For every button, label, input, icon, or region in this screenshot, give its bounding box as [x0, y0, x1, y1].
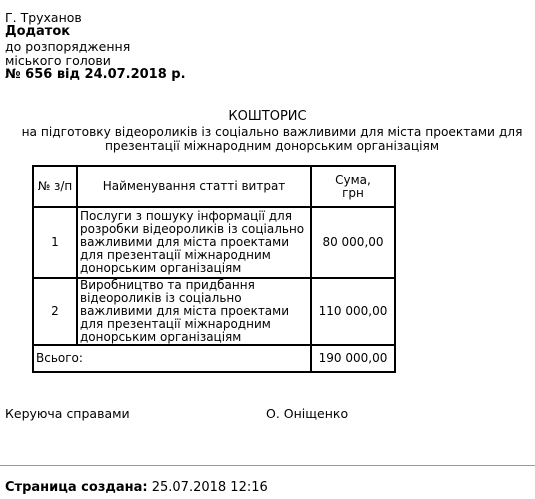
- total-sum: 190 000,00: [311, 345, 395, 372]
- row-sum: 80 000,00: [311, 207, 395, 278]
- page-created: [5, 480, 268, 495]
- header-name: Найменування статті витрат: [77, 166, 311, 207]
- header-order-line: до розпорядження: [5, 39, 131, 54]
- document-subtitle: на підготовку відеороликів із соціально важливими для міста проектами для презентації міжнародним донорським організаціям: [21, 125, 523, 153]
- row-sum: 110 000,00: [311, 278, 395, 345]
- table-row: [33, 207, 395, 278]
- page-created-label: Страница создана:: [5, 480, 148, 495]
- header-appendix: Додаток: [5, 24, 71, 39]
- document-title: КОШТОРИС: [228, 109, 307, 124]
- table-header-row: [33, 166, 395, 207]
- row-num: 2: [33, 278, 77, 345]
- signature-name: О. Оніщенко: [266, 406, 349, 421]
- table-total-row: [33, 345, 395, 372]
- header-mayor-line: міського голови: [5, 53, 111, 68]
- page-created-value: 25.07.2018 12:16: [151, 480, 268, 495]
- row-name: Послуги з пошуку інформації для розробки відеороликів із соціально важливими для міста проектами для презентації міжнародним донорським організаціям: [77, 207, 311, 278]
- footer-divider: [0, 465, 535, 466]
- total-label: Всього:: [33, 345, 311, 372]
- table-row: [33, 278, 395, 345]
- estimate-table: [32, 165, 396, 373]
- header-order-number: № 656 від 24.07.2018 р.: [5, 67, 186, 82]
- signature-role: Керуюча справами: [5, 406, 130, 421]
- row-num: 1: [33, 207, 77, 278]
- header-sum: Сума, грн: [311, 166, 395, 207]
- header-signer: Г. Труханов: [5, 10, 82, 25]
- header-num: № з/п: [33, 166, 77, 207]
- row-name: Виробництво та придбання відеороликів із соціально важливими для міста проектами для презентації міжнародним донорським організаціям: [77, 278, 311, 345]
